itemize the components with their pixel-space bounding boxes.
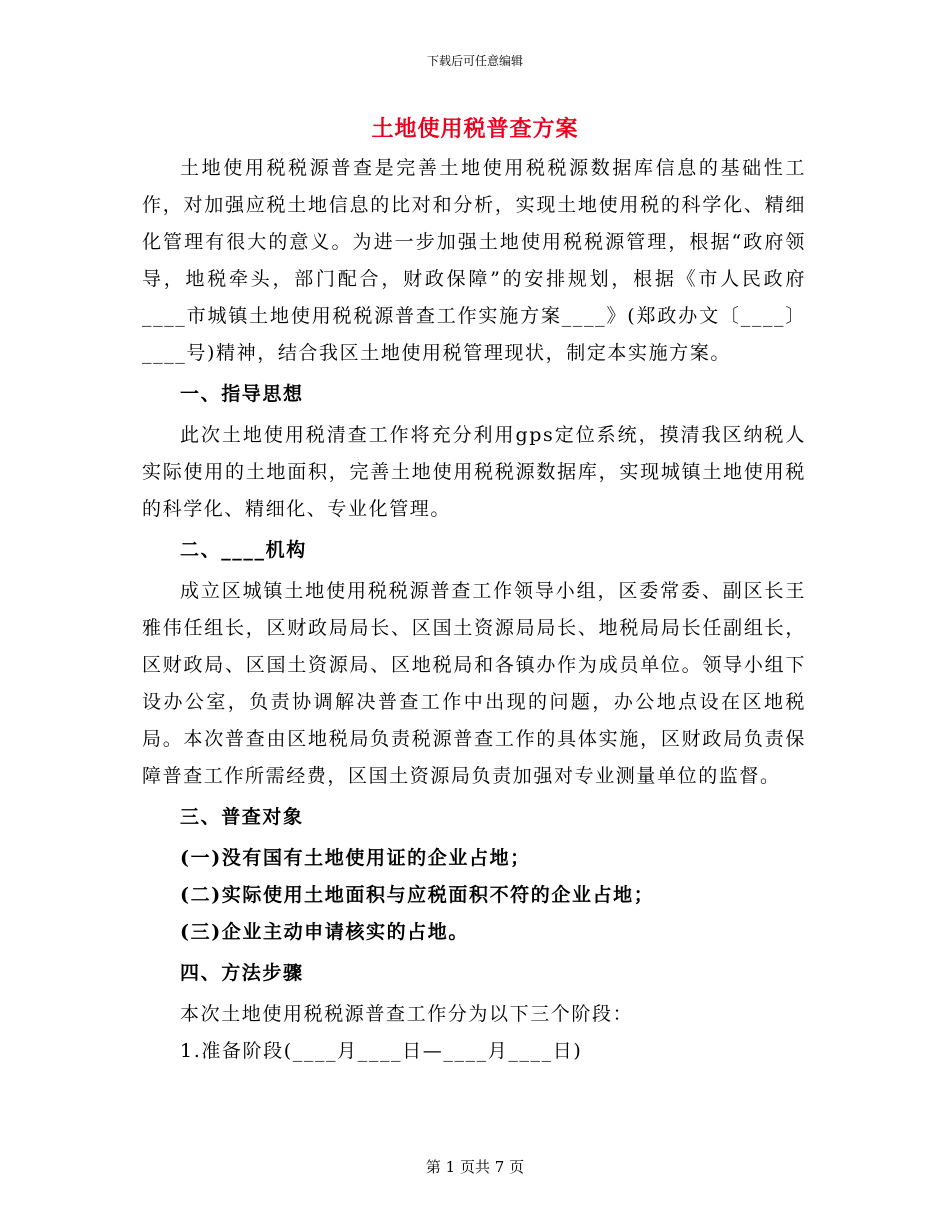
section-3-item-3: (三)企业主动申请核实的占地。 [180, 921, 469, 943]
section-3-heading: 三、普查对象 [180, 806, 304, 828]
section-4-step-1: 1.准备阶段(____月____日—____月____日) [180, 1040, 583, 1062]
document-title: 土地使用税普查方案 [371, 116, 579, 142]
section-3-item-1: (一)没有国有土地使用证的企业占地； [180, 847, 531, 869]
header-note: 下载后可任意编辑 [426, 54, 523, 68]
section-1-heading: 一、指导思想 [180, 383, 304, 405]
section-2-heading: 二、____机构 [180, 539, 307, 561]
page-number-footer: 第 1 页共 7 页 [425, 1158, 525, 1176]
section-3-item-2: (二)实际使用土地面积与应税面积不符的企业占地； [180, 884, 655, 906]
document-body [142, 150, 806, 1070]
section-1-paragraph: 此次土地使用税清查工作将充分利用gps定位系统，摸清我区纳税人实际使用的土地面积，完善土地使用税税源数据库，实现城镇土地使用税的科学化、精细化、专业化管理。 [142, 424, 806, 520]
section-4-paragraph: 本次土地使用税税源普查工作分为以下三个阶段： [180, 1003, 634, 1025]
section-2-paragraph: 成立区城镇土地使用税税源普查工作领导小组，区委常委、副区长王雅伟任组长，区财政局局长、区国土资源局局长、地税局局长任副组长，区财政局、区国土资源局、区地税局和各镇办作为成员单位。领导小组下设办公室，负责协调解决普查工作中出现的问题，办公地点设在区地税局。本次普查由区地税局负责税源普查工作的具体实施，区财政局负责保障普查工作所需经费，区国土资源局负责加强对专业测量单位的监督。 [142, 580, 806, 787]
section-4-heading: 四、方法步骤 [180, 962, 304, 984]
intro-paragraph: 土地使用税税源普查是完善土地使用税税源数据库信息的基础性工作，对加强应税土地信息的比对和分析，实现土地使用税的科学化、精细化管理有很大的意义。为进一步加强土地使用税税源管理，根据“政府领导，地税牵头，部门配合，财政保障”的安排规划，根据《市人民政府____市城镇土地使用税税源普查工作实施方案____》(郑政办文〔____〕____号)精神，结合我区土地使用税管理现状，制定本实施方案。 [142, 157, 806, 364]
